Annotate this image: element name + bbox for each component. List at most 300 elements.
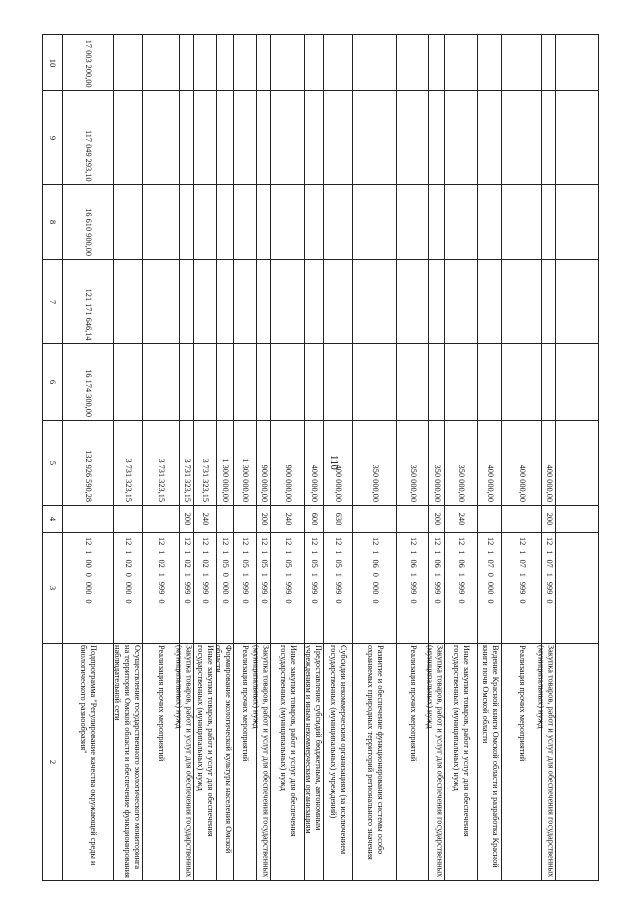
table-cell [324,260,352,343]
code-part: 1 [200,550,210,555]
code-part: 1 [220,550,230,555]
header-cell-2 [43,644,62,880]
code-part: 0 [370,599,380,604]
table-cell [397,644,428,880]
row-name: Осуществление государственного экологического мониторинга на территории Омской области и обеспечение функционирования наблюдательной сети [113,645,142,878]
code-part: 06 [408,559,418,568]
table-cell [234,91,256,184]
table-cell [180,91,193,184]
row-vr: 630 [333,512,343,526]
table-cell [478,35,501,90]
code-part: 12 [240,537,250,546]
code-part: 0 [544,599,554,604]
table-cell [194,344,216,420]
table-cell [502,35,541,90]
code-part: 0 [83,572,93,577]
table-cell [429,260,444,343]
table-cell [502,344,541,420]
row-code [333,534,343,642]
code-part: 12 [83,537,93,546]
table-cell [234,35,256,90]
table-cell [542,260,555,343]
code-part: 12 [309,537,319,546]
table-cell [324,91,352,184]
table-cell [63,35,113,90]
row-code [83,534,93,642]
code-part: 06 [370,559,380,568]
table-cell [63,260,113,343]
code-part: 0 [220,599,230,604]
table-cell [478,185,501,259]
table-cell [180,260,193,343]
code-part: 05 [240,559,250,568]
table-cell [194,35,216,90]
table-cell [174,644,193,880]
header-label: 8 [47,219,58,225]
amount-cell: 350 000,00 [432,464,442,502]
table-cell [257,506,270,532]
header-label: 5 [47,460,58,466]
code-part: 999 [432,581,442,595]
code-part: 1 [156,550,166,555]
table-cell [234,185,256,259]
table-cell [257,35,270,90]
table-cell [542,506,555,532]
amount-cell: 400 000,00 [485,464,495,502]
row-code [485,534,495,642]
code-part: 05 [259,559,269,568]
table-cell [502,185,541,259]
table-cell [324,533,352,643]
row-code [240,534,250,642]
amount-cell: 1 300 000,00 [240,458,250,502]
code-part: 999 [240,581,250,595]
amount-cell: 3 731 323,15 [123,458,133,502]
code-part: 1 [182,572,192,577]
row-code [309,534,319,642]
table-cell [194,260,216,343]
grid-line [598,34,599,881]
code-part: 1 [309,550,319,555]
table-cell [234,421,256,505]
code-part: 0 [220,572,230,577]
code-part: 1 [200,572,210,577]
table-cell [397,506,428,532]
code-part: 999 [309,581,319,595]
row-vr: 200 [544,512,554,526]
table-cell [353,35,396,90]
table-cell [542,35,555,90]
table-cell [397,421,428,505]
table-cell [217,91,233,184]
code-part: 1 [517,550,527,555]
table-cell [429,35,444,90]
table-cell [445,506,477,532]
code-part: 000 [83,581,93,595]
table-cell [429,421,444,505]
code-part: 12 [283,537,293,546]
code-part: 0 [456,599,466,604]
code-part: 1 [156,572,166,577]
code-part: 07 [485,559,495,568]
table-cell [257,185,270,259]
table-cell [542,344,555,420]
table-cell [353,344,396,420]
row-vr: 200 [259,512,269,526]
code-part: 1 [240,550,250,555]
row-vr: 200 [432,512,442,526]
row-code [156,534,166,642]
table-cell [397,35,428,90]
code-part: 1 [123,550,133,555]
table-cell [194,421,216,505]
amount-cell: 400 000,00 [333,464,343,502]
table-cell [257,421,270,505]
table-cell [271,344,304,420]
code-part: 000 [123,581,133,595]
row-code [517,534,527,642]
row-code [283,534,293,642]
code-part: 06 [456,559,466,568]
header-cell-3 [43,533,62,643]
table-cell [502,260,541,343]
code-part: 1 [517,572,527,577]
row-vr: 240 [200,512,210,526]
table-cell [305,260,323,343]
table-cell [305,506,323,532]
amount-cell: 400 000,00 [517,464,527,502]
code-part: 0 [182,599,192,604]
row-name: Формирование экологической культуры населения Омской области [214,645,233,854]
amount-cell: 3 731 323,15 [156,458,166,502]
row-code [456,534,466,642]
table-cell [445,533,477,643]
code-part: 1 [456,572,466,577]
row-code [544,534,554,642]
table-cell [397,185,428,259]
row-name: Реализация прочих мероприятий [240,645,250,762]
code-part: 0 [309,599,319,604]
table-cell [257,91,270,184]
table-cell [305,644,323,880]
row-code [408,534,418,642]
code-part: 12 [485,537,495,546]
code-part: 999 [333,581,343,595]
code-part: 1 [283,550,293,555]
table-cell [217,421,233,505]
row-vr: 600 [309,512,319,526]
table-cell [478,260,501,343]
table-cell [324,421,352,505]
row-name: Предоставление субсидий бюджетным, автономным учреждениям и иным некоммерческим организациям [304,645,323,834]
row-name: Закупка товаров, работ и услуг для обеспечения государственных (муниципальных) нужд [425,645,444,878]
row-name: Реализация прочих мероприятий [156,645,166,762]
row-name: Реализация прочих мероприятий [517,645,527,762]
amount-cell: 16 174 300,00 [83,369,93,417]
table-cell [114,260,142,343]
code-part: 02 [123,559,133,568]
code-part: 1 [544,550,554,555]
table-cell [478,506,501,532]
row-code [220,534,230,642]
table-cell [324,506,352,532]
table-cell [324,644,352,880]
amount-cell: 117 049 293,10 [83,129,93,181]
code-part: 0 [333,599,343,604]
row-code [432,534,442,642]
table-cell [63,644,113,880]
row-vr: 240 [456,512,466,526]
table-cell [353,421,396,505]
code-part: 1 [309,572,319,577]
table-cell [257,260,270,343]
code-part: 999 [408,581,418,595]
code-part: 1 [333,550,343,555]
code-part: 999 [456,581,466,595]
table-cell [353,533,396,643]
page-number: 110 [327,454,339,470]
amount-cell: 1 300 000,00 [220,458,230,502]
table-cell [429,533,444,643]
header-cell-5 [43,421,62,505]
code-part: 12 [408,537,418,546]
code-part: 1 [432,572,442,577]
header-label: 6 [47,379,58,385]
table-cell [445,91,477,184]
table-cell [143,260,179,343]
table-cell [271,260,304,343]
code-part: 999 [283,581,293,595]
code-part: 12 [370,537,380,546]
code-part: 12 [182,537,192,546]
code-part: 12 [259,537,269,546]
table-cell [114,506,142,532]
table-cell [429,185,444,259]
amount-cell: 400 000,00 [309,464,319,502]
table-cell [251,644,270,880]
code-part: 0 [408,599,418,604]
table-cell [353,185,396,259]
table-cell [542,185,555,259]
row-vr: 240 [283,512,293,526]
row-code [182,534,192,642]
table-cell [397,533,428,643]
row-name: Подпрограмма "Регулирование качества окружающей среды и биологического разнообразия" [79,645,98,866]
row-name: Закупка товаров, работ и услуг для обеспечения государственных (муниципальных) нужд [174,645,193,878]
amount-cell: 400 000,00 [544,464,554,502]
code-part: 0 [432,599,442,604]
code-part: 999 [156,581,166,595]
header-label: 3 [47,585,58,591]
code-part: 12 [123,537,133,546]
code-part: 05 [283,559,293,568]
table-cell [478,91,501,184]
table-cell [180,421,193,505]
code-part: 1 [456,550,466,555]
table-cell [114,421,142,505]
amount-cell: 350 000,00 [408,464,418,502]
table-cell [63,185,113,259]
table-cell [180,506,193,532]
table-cell [445,185,477,259]
table-cell [217,260,233,343]
header-label: 7 [47,299,58,304]
table-cell [445,421,477,505]
code-part: 000 [370,581,380,595]
table-cell [271,35,304,90]
table-cell [502,533,541,643]
table-cell [271,185,304,259]
code-part: 12 [517,537,527,546]
table-cell [445,35,477,90]
code-part: 1 [240,572,250,577]
code-part: 1 [370,550,380,555]
code-part: 999 [182,581,192,595]
header-label: 2 [47,759,58,765]
amount-cell: 3 731 323,15 [200,458,210,502]
table-cell [257,344,270,420]
table-cell [502,506,541,532]
table-cell [194,185,216,259]
code-part: 0 [83,599,93,604]
row-name: Ведение Красной книги Омской области и разработка Красной книги почв Омской области [480,645,500,868]
row-name: Иные закупки товаров, работ и услуг для обеспечения государственных (муниципальных) нужд [278,645,298,837]
table-cell [114,35,142,90]
code-part: 1 [432,550,442,555]
table-cell [143,533,179,643]
table-cell [114,533,142,643]
header-cell-4 [43,506,62,532]
header-label: 10 [47,58,58,67]
table-cell [257,533,270,643]
table-cell [180,35,193,90]
code-part: 999 [517,581,527,595]
table-cell [542,421,555,505]
code-part: 02 [200,559,210,568]
code-part: 12 [544,537,554,546]
row-name: Субсидии некоммерческим организациям (за исключением государственных (муниципальных) учреждений) [329,645,348,855]
table-cell [536,644,555,880]
table-cell [180,344,193,420]
table-cell [271,506,304,532]
row-name: Реализация прочих мероприятий [408,645,418,762]
table-cell [234,506,256,532]
table-cell [397,91,428,184]
row-name: Иные закупки товаров, работ и услуг для обеспечения государственных (муниципальных) нужд [196,645,215,837]
header-cell-10 [43,35,62,90]
table-cell [397,344,428,420]
header-cell-7 [43,260,62,343]
table-cell [305,185,323,259]
code-part: 1 [485,550,495,555]
row-code [370,534,380,642]
table-cell [63,533,113,643]
table-cell [429,91,444,184]
amount-cell: 121 171 646,14 [83,288,93,340]
table-cell [217,35,233,90]
code-part: 1 [333,572,343,577]
code-part: 0 [123,599,133,604]
table-cell [234,533,256,643]
table-cell [478,344,501,420]
code-part: 02 [182,559,192,568]
table-cell [353,644,396,880]
table-cell [114,344,142,420]
row-vr: 200 [182,512,192,526]
code-part: 1 [544,572,554,577]
row-name: Закупка товаров, работ и услуг для обеспечения государственных (муниципальных) нужд [251,645,270,878]
code-part: 0 [370,572,380,577]
code-part: 12 [220,537,230,546]
amount-cell: 350 000,00 [370,464,380,502]
table-cell [397,260,428,343]
table-cell [194,91,216,184]
table-cell [63,344,113,420]
code-part: 0 [240,599,250,604]
table-cell [214,644,233,880]
code-part: 05 [309,559,319,568]
table-cell [143,185,179,259]
code-part: 0 [200,599,210,604]
table-cell [542,91,555,184]
row-name: Закупка товаров, работ и услуг для обеспечения государственных (муниципальных) нужд [536,645,555,878]
table-cell [217,506,233,532]
table-cell [63,91,113,184]
code-part: 1 [283,572,293,577]
code-part: 12 [432,537,442,546]
table-cell [194,644,216,880]
table-cell [180,185,193,259]
table-cell [305,35,323,90]
table-cell [478,533,501,643]
table-cell [143,506,179,532]
code-part: 000 [485,581,495,595]
table-cell [353,260,396,343]
code-part: 999 [259,581,269,595]
table-cell [429,344,444,420]
code-part: 999 [200,581,210,595]
table-cell [271,644,304,880]
amount-cell: 17 003 200,00 [83,39,93,87]
table-cell [217,533,233,643]
table-cell [143,344,179,420]
amount-cell: 900 000,00 [283,464,293,502]
table-cell [445,644,477,880]
table-cell [353,91,396,184]
code-part: 1 [182,550,192,555]
code-part: 999 [544,581,554,595]
table-cell [324,35,352,90]
row-name: Иные закупки товаров, работ и услуг для обеспечения государственных (муниципальных) нужд [452,645,471,837]
header-cell-6 [43,344,62,420]
code-part: 02 [156,559,166,568]
table-cell [217,344,233,420]
table-cell [353,506,396,532]
table-cell [180,533,193,643]
code-part: 07 [544,559,554,568]
table-cell [305,533,323,643]
table-cell [63,506,113,532]
table-cell [217,185,233,259]
code-part: 12 [456,537,466,546]
code-part: 0 [259,599,269,604]
table-cell [305,344,323,420]
code-part: 06 [432,559,442,568]
table-cell [445,260,477,343]
table-cell [114,644,142,880]
row-name: Развитие и обеспечение функционирования системы особо охраняемых природных территорий регионального значения [365,645,385,860]
code-part: 1 [408,550,418,555]
